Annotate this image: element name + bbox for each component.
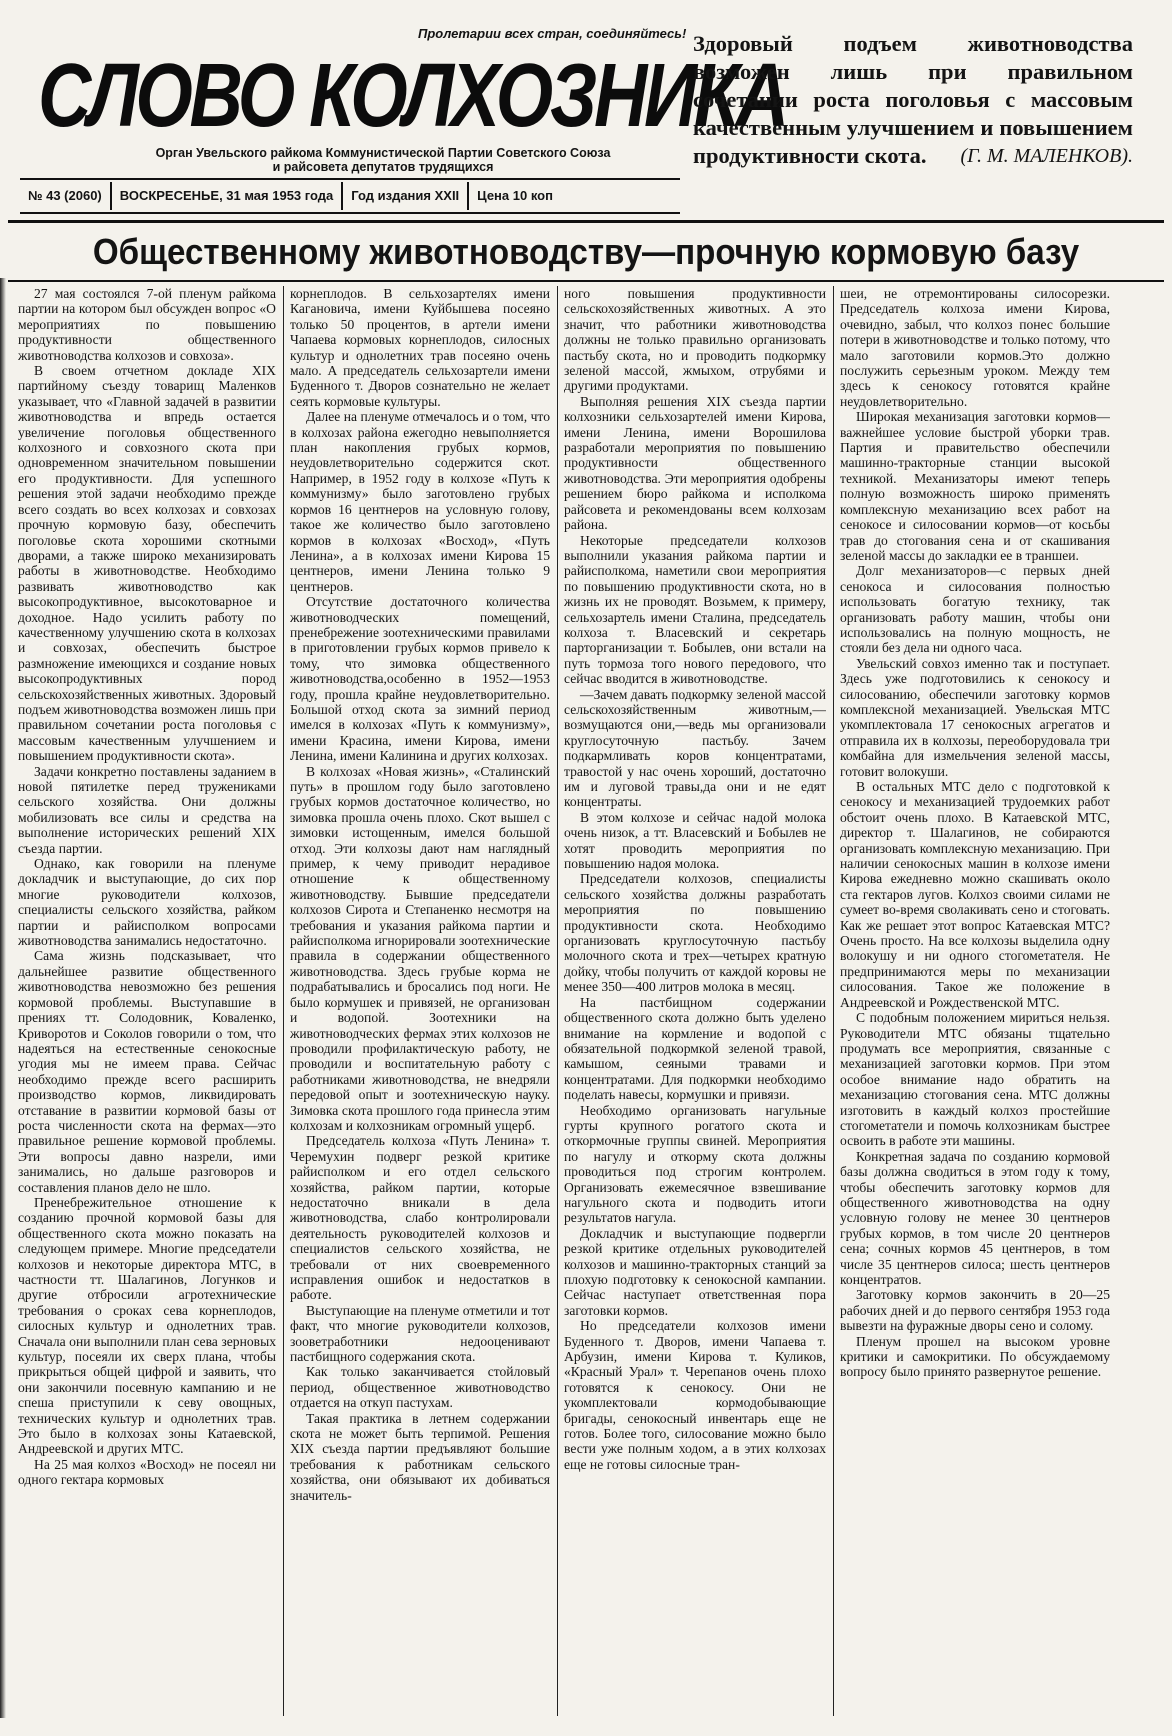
article-headline: Общественному животноводству—прочную кормовую базу: [92, 231, 1080, 272]
paragraph: Долг механизаторов—с первых дней сенокоса и силосования полностью использовать богатую технику, так организовать работу машин, чтобы они использовались на полную мощность, не стояли без дела ни одного часа.: [840, 563, 1110, 656]
newspaper-page: [8, 8, 1164, 1728]
article-column-4: [840, 286, 1110, 1716]
paragraph: Заготовку кормов закончить в 20—25 рабочих дней и до первого сентября 1953 года вывезти на фуражные дворы сено и солому.: [840, 1287, 1110, 1334]
masthead: [8, 8, 1164, 218]
paragraph: В остальных МТС дело с подготовкой к сенокосу и механизацией трудоемких работ обстоит очень плохо. В Катаевской МТС, директор т. Шалагинов, не собираются организовать комплексную механизацию. При наличии сенокосных машин в колхозе имени Кирова ежедневно можно скашивать около ста гектаров лугов. Колхоз своими силами не сумеет во-время сволакивать сено и стоговать. Как же решает этот вопрос Катаевская МТС? Очень просто. На все колхозы выделила одну волокушу и ни одного стогометателя. Не предпринимаются меры по механизации силосования. Такое же положение в Андреевской и Рождественской МТС.: [840, 779, 1110, 1010]
article-column-1: [18, 286, 276, 1716]
article-column-2: [290, 286, 550, 1716]
paragraph: Пленум прошел на высоком уровне критики и самокритики. По обсуждаемому вопросу было принято развернутое решение.: [840, 1333, 1110, 1380]
publication-year: Год издания XXII: [343, 182, 469, 210]
column-divider: [283, 286, 284, 1716]
paragraph: Такая практика в летнем содержании скота не может быть терпимой. Решения XIX съезда партии предъявляют большие требования к работникам сельского хозяйства, они обязывают их добиваться значитель-: [290, 1410, 550, 1503]
publisher-line-1: Орган Увельского райкома Коммунистической Партии Советского Союза: [155, 146, 611, 160]
paragraph: Как только заканчивается стойловый период, общественное животноводство отдается на откуп пастухам.: [290, 1364, 550, 1411]
issue-price: Цена 10 коп: [477, 188, 553, 203]
paragraph: Необходимо организовать нагульные гурты крупного рогатого скота и откормочные группы свиней. Мероприятия по нагулу и откорму скота должны проводиться под строгим контролем. Организовать ежемесячное взвешивание нагульного скота и подводить итоги результатов нагула.: [564, 1102, 826, 1226]
paragraph: На 25 мая колхоз «Восход» не посеял ни одного гектара кормовых: [18, 1456, 276, 1488]
paragraph: Некоторые председатели колхозов выполнили указания райкома партии и райисполкома, наметили свои мероприятия по повышению продуктивности скота, но в жизнь их не проводят. Возьмем, к примеру, сельхозартель имени Сталина, председатель колхоза т. Власевский и секретарь парторганизации т. Бобылев, они встали на путь тормоза того нового передового, что сейчас вводится в животноводстве.: [564, 532, 826, 687]
paragraph: Пренебрежительное отношение к созданию прочной кормовой базы для общественного скота можно показать на следующем примере. Многие председатели колхозов и некоторые директора МТС, в частности тт. Шалагинов, Логунков и другие отбросили агротехнические требования о сроках сева корнеплодов, силосных культур и однолетних трав. Сначала они выполнили план сева зерновых культур, посеяли их сверх плана, чтобы прикрыться общей цифрой и заявить, что они закончили посевную кампанию и не спеша приступили к севу овощных, технических культур и однолетних трав. Это было в колхозах зоны Катаевской, Андреевской и других МТС.: [18, 1194, 276, 1457]
paragraph: На пастбищном содержании общественного скота должно быть уделено внимание на кормление и водопой с обязательной подкормкой зеленой травой, камышом, сеяными травами и концентратами. Для подкормки необходимо поделать навесы, кормушки и привязи.: [564, 994, 826, 1103]
issue-info-bar: [20, 178, 680, 214]
publisher-line-2: и райсовета депутатов трудящихся: [272, 160, 494, 174]
article-column-3: [564, 286, 826, 1716]
newspaper-title: СЛОВО КОЛХОЗНИКА: [38, 46, 786, 146]
paragraph: Сама жизнь подсказывает, что дальнейшее развитие общественного животноводства невозможно без решения кормовой проблемы. Выступавшие в прениях тт. Солодовник, Коваленко, Криворотов и Соколов говорили о том, что надеяться на естественные сенокосные угодия мы не имеем права. Сейчас необходимо прежде всего расширить производство кормов, ликвидировать отставание в развитии кормовой базы от роста численности скота на фермах—это правильное решение кормовой проблемы. Эти вопросы давно назрели, ими занимались, но дальше разговоров и составления планов дело не шло.: [18, 948, 276, 1195]
paragraph: Председатели колхозов, специалисты сельского хозяйства должны разработать мероприятия по повышению продуктивности скота. Необходимо организовать круглосуточную пастьбу молочного скота и трех—четырех кратную дойку, чтобы получить от каждой коровы не менее 350—400 литров молока в месяц.: [564, 871, 826, 995]
masthead-divider: [8, 220, 1164, 223]
epigraph-quote: [693, 30, 1133, 170]
column-divider: [557, 286, 558, 1716]
paragraph: —Зачем давать подкормку зеленой массой сельскохозяйственным животным,—возмущаются они,—ведь мы организовали круглосуточную пастьбу. Зачем подкармливать коров концентратами, травостой у нас очень хороший, достаточно им и луговой травы,да они и не едят концентраты.: [564, 686, 826, 810]
article-body: [8, 286, 1164, 1726]
paragraph: Выполняя решения XIX съезда партии колхозники сельхозартелей имени Кирова, имени Ленина, имени Ворошилова разработали мероприятия по повышению продуктивности общественного животноводства. Эти мероприятия одобрены решением бюро райкома и исполкома райсовета и рекомендованы всем колхозам района.: [564, 393, 826, 533]
paragraph: Отсутствие достаточного количества животноводческих помещений, пренебрежение зоотехническими правилами в приготовлении грубых кормов привело к тому, что зимовка общественного животноводства,особенно в 1952—1953 году, прошла крайне неудовлетворительно. Большой отход скота за зимний период имелся в колхозах «Путь к коммунизму», имени Красина, имени Кирова, имени Ленина, имени Калинина и других колхозах.: [290, 594, 550, 764]
issue-date: ВОСКРЕСЕНЬЕ, 31 мая 1953 года: [112, 182, 344, 210]
issue-number: № 43 (2060): [20, 182, 112, 210]
paragraph: корнеплодов. В сельхозартелях имени Кагановича, имени Куйбышева посеяно только 50 процентов, в артели имени Чапаева кормовых корнеплодов, силосных культур и однолетних трав посеяно очень мало. А председатель сельхозартели имени Буденного т. Дворов сознательно не желает сеять кормовые культуры.: [290, 286, 550, 409]
quote-text: Здоровый подъем животноводства возможен лишь при правильном сочетании роста поголовья с массовым качественным улучшением и повышением продуктивности скота.: [693, 31, 1133, 168]
paragraph: Докладчик и выступающие подвергли резкой критике отдельных руководителей колхозов и машинно-тракторных станций за плохую подготовку к сенокосной кампании. Сейчас наступает ответственная пора заготовки кормов.: [564, 1225, 826, 1318]
paragraph: 27 мая состоялся 7-ой пленум райкома партии на котором был обсужден вопрос «О мероприятиях по повышению продуктивности общественного животноводства колхозов и совхоза».: [18, 286, 276, 363]
paragraph: С подобным положением мириться нельзя. Руководители МТС обязаны тщательно продумать все мероприятия, связанные с механизацией заготовки кормов. При этом особое внимание надо обратить на механизацию стогования сена. МТС должны изготовить в каждый колхоз простейшие стогометатели и помочь колхозникам быстрее освоить в работе эти машины.: [840, 1010, 1110, 1149]
slogan: Пролетарии всех стран, соединяйтесь!: [418, 26, 687, 41]
paragraph: Но председатели колхозов имени Буденного т. Дворов, имени Чапаева т. Арбузин, имени Кирова т. Куликов, «Красный Урал» т. Черепанов очень плохо готовятся к сенокосу. Они не укомплектовали кормодобывающие бригады, сенокосный инвентарь еще не готов. Более того, силосование можно было вести уже полным ходом, а в этих колхозах еще не готовы силосные тран-: [564, 1318, 826, 1472]
paragraph: В колхозах «Новая жизнь», «Сталинский путь» в прошлом году было заготовлено грубых кормов достаточное количество, но зимовка прошла очень плохо. Скот вышел с зимовки истощенным, имелся большой отход. Эти колхозы дают нам наглядный пример, к чему приводит нерадивое отношение к общественному животноводству. Бывшие председатели колхозов Сирота и Степаненко несмотря на требования и указания райкома партии и райисполкома игнорировали зоотехнические правила в содержании общественного животноводства. Здесь грубые корма не подрабатывались и бросались под ноги. Не было кормушек и привязей, не организован и водопой. Зоотехники на животноводческих фермах этих колхозов не проводили профилактическую работу, не проводили и воспитательную работу с работниками животноводства, не внедряли передовой опыт и зоотехническую науку. Зимовка скота прошлого года принесла этим колхозам и колхозникам огромный ущерб.: [290, 763, 550, 1133]
paragraph: шеи, не отремонтированы силосорезки. Председатель колхоза имени Кирова, очевидно, забыл, что колхоз понес большие потери в животноводстве и только потому, что мало заготовили кормов.Это должно послужить серьезным уроком. Между тем здесь к сенокосу готовятся крайне неудовлетворительно.: [840, 286, 1110, 409]
paragraph: Увельский совхоз именно так и поступает. Здесь уже подготовились к сенокосу и силосованию, обеспечили заготовку кормов комплексной механизацией. Увельская МТС укомплектовала 17 сенокосных агрегатов и отправила их в колхозы, переоборудовала три комбайна для измельчения зеленой массы, готовит волокуши.: [840, 655, 1110, 779]
paragraph: Далее на пленуме отмечалось и о том, что в колхозах района ежегодно невыполняется план накопления грубых кормов, неудовлетворительно содержится скот. Например, в 1952 году в колхозе «Путь к коммунизму» было заготовлено грубых кормов 16 центнеров на условную голову, такое же количество было заготовлено кормов в колхозах «Восход», «Путь Ленина», а в колхозах имени Кирова 15 центнеров, имени Ленина только 9 центнеров.: [290, 409, 550, 594]
paragraph: Широкая механизация заготовки кормов—важнейшее условие быстрой уборки трав. Партия и правительство обеспечили машинно-тракторные станции высокой техникой. Механизаторы имеют теперь полную возможность широко применять комплексную механизацию всех работ на сенокосе и силосовании кормов—от косьбы трав до стогования сена и от скашивания зеленой массы до закладки ее в траншеи.: [840, 409, 1110, 563]
paragraph: Конкретная задача по созданию кормовой базы должна сводиться в этом году к тому, чтобы обеспечить заготовку кормов для общественного животноводства на одну условную голову не менее 30 центнеров грубых кормов, в том числе 20 центнеров сена; сочных кормов 45 центнеров, в том числе 35 центнеров силоса; шесть центнеров концентратов.: [840, 1148, 1110, 1287]
paragraph: В своем отчетном докладе XIX партийному съезду товарищ Маленков указывает, что «Главной задачей в развитии животноводства и впредь остается увеличение поголовья общественного колхозного и совхозного скота при одновременном значительном повышении его продуктивности. Для успешного решения этой задачи необходимо прежде всего создать во всех колхозах и совхозах прочную кормовую базу, обеспечить поголовье скота хорошими скотными дворами, а также широко механизировать работы в животноводстве. Необходимо развивать животноводство как высокопродуктивное, высокотоварное и доходное. Надо усилить работу по качественному улучшению скота в колхозах и совхозах, обеспечить быстрое размножение имеющихся и создание новых высокопродуктивных пород сельскохозяйственных животных. Здоровый подъем животноводства возможен лишь при правильном сочетании роста поголовья с массовым качественным улучшением и повышением продуктивности скота».: [18, 363, 276, 764]
paragraph: Выступающие на пленуме отметили и тот факт, что многие руководители колхозов, зооветработники недооценивают пастбищного содержания скота.: [290, 1302, 550, 1365]
paragraph: В этом колхозе и сейчас надой молока очень низок, а тт. Власевский и Бобылев не хотят проводить мероприятия по повышению надоя молока.: [564, 809, 826, 872]
publisher-info: [103, 146, 663, 174]
page-edge: [0, 278, 6, 1718]
headline-divider: [8, 280, 1164, 282]
paragraph: Однако, как говорили на пленуме докладчик и выступающие, до сих пор многие руководители колхозов, специалисты сельского хозяйства, райком партии и райисполком вопросами животноводства занимались недостаточно.: [18, 856, 276, 949]
quote-author: (Г. М. МАЛЕНКОВ).: [960, 145, 1133, 167]
paragraph: ного повышения продуктивности сельскохозяйственных животных. А это значит, что работники животноводства должны не только правильно организовать пастьбу скота, но и проводить подкормку зеленой массой, жмыхом, отрубями и другими продуктами.: [564, 286, 826, 394]
column-divider: [833, 286, 834, 1716]
paragraph: Задачи конкретно поставлены заданием в новой пятилетке перед тружениками сельского хозяйства. Они должны мобилизовать все силы и средства на выполнение исторических решений XIX съезда партии.: [18, 763, 276, 856]
paragraph: Председатель колхоза «Путь Ленина» т. Черемухин подверг резкой критике райисполком и его отдел сельского хозяйства, райком партии, которые недостаточно вникали в дела животноводства, слабо контролировали деятельность руководителей колхозов и специалистов сельского хозяйства, не требовали от них своевременного исправления ошибок и недостатков в работе.: [290, 1133, 550, 1303]
